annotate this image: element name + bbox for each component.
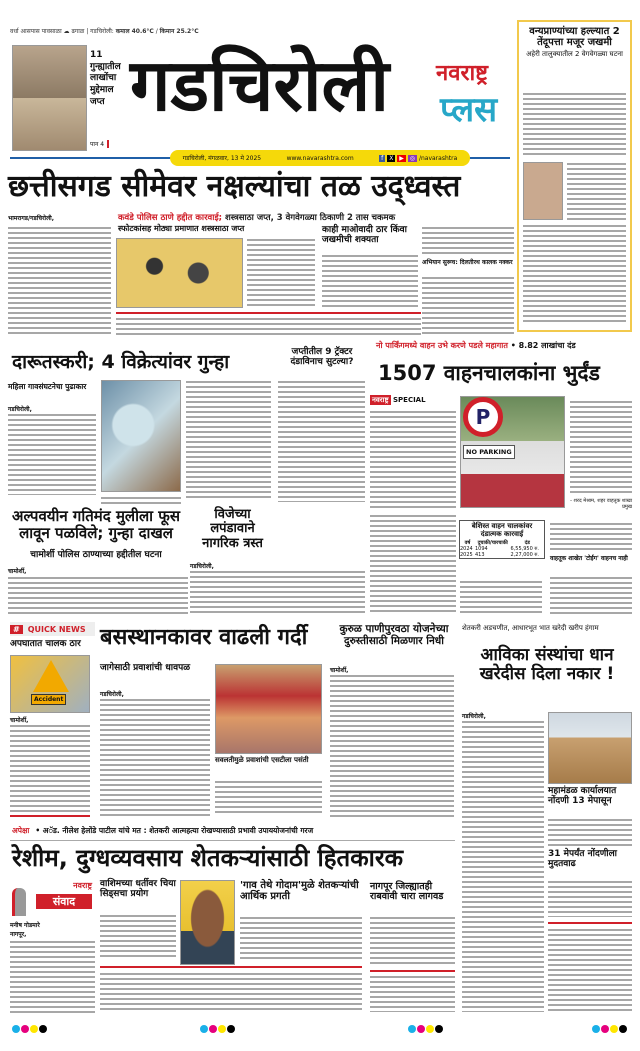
lead-dateline: भामरागड/गडचिरोली, — [8, 215, 55, 222]
story6-body — [190, 570, 365, 615]
story9-divider — [548, 922, 632, 924]
story7-body — [100, 698, 210, 816]
story4-quote — [570, 400, 632, 495]
samvad-logo — [12, 880, 92, 918]
no-parking-sign: NO PARKING — [463, 445, 515, 459]
story4-body — [370, 410, 456, 510]
samvad-brand: नवराष्ट्र — [73, 881, 92, 890]
lead-photo-weapons[interactable] — [116, 238, 243, 308]
bottom-body2 — [100, 972, 362, 1012]
story4-headline[interactable]: 1507 वाहनचालकांना भुर्दंड — [378, 361, 600, 385]
cell: 413 — [474, 552, 485, 559]
story9-body — [462, 720, 544, 1012]
story2-body3 — [186, 380, 271, 500]
mic-icon — [12, 888, 26, 916]
lead-body-col4 — [422, 276, 514, 335]
cmyk-marks-3 — [408, 1018, 444, 1037]
story5-headline[interactable]: अल्पवयीन गतिमंद मुलीला फूस लावून पळविले; गुन्हा दाखल — [12, 507, 180, 542]
quick-divider — [10, 815, 90, 817]
cell: 2,27,000 रु. — [510, 552, 539, 559]
warning-icon — [33, 660, 69, 692]
weather-min: किमान 25.2°C — [159, 28, 199, 35]
lead-kicker — [118, 212, 513, 223]
magenta-dot — [601, 1025, 609, 1033]
special-brand: नवराष्ट्र — [372, 396, 389, 404]
story8-body — [330, 674, 454, 817]
lead-headline[interactable]: छत्तीसगड सीमेवर नक्षल्यांचा तळ उद्ध्वस्त — [8, 169, 461, 204]
bottom-label: अपेक्षा — [12, 826, 30, 835]
teaser-page: पान 4 — [90, 140, 109, 148]
lead-body-col3 — [422, 226, 514, 256]
bottom-col2-head[interactable]: 'गाव तेथे गोदाम'मुळे शेतकऱ्यांची आर्थिक प्रगती — [240, 880, 359, 902]
sidebar-photo — [523, 162, 563, 220]
cmyk-marks-1 — [12, 1018, 48, 1037]
table-title: बेशिस्त वाहन चालकांवर दंडात्मक कारवाई — [471, 522, 533, 538]
cyan-dot — [12, 1025, 20, 1033]
bottom-headline[interactable]: रेशीम, दुग्धव्यवसाय शेतकऱ्यांसाठी हितकारक — [12, 844, 404, 872]
cell: 2025 — [460, 552, 473, 559]
story5-body — [8, 576, 188, 614]
story6-dateline: गडचिरोली, — [190, 563, 214, 570]
portrait-photo — [180, 880, 235, 965]
brand-navarashtra: नवराष्ट्र — [436, 61, 488, 86]
bottom-divider — [100, 966, 362, 968]
social-handle: /navarashtra — [418, 154, 458, 162]
story9-kicker: शेतकरी अडचणीत, आधारभूत भात खरेदी खरीप हंगाम — [462, 624, 599, 632]
table-row — [460, 552, 544, 558]
lead-side-head[interactable]: काही माओवादी ठार किंवा जखमीची शक्यता — [322, 225, 407, 245]
youtube-icon[interactable]: ▶ — [399, 154, 404, 162]
sidebar-story — [517, 20, 632, 332]
quick-body — [10, 724, 90, 812]
bottom-body1 — [10, 940, 95, 1013]
story4-sub2: वाहतूक शाखेत 'टोईंग' वाहनच नाही — [550, 555, 628, 562]
penalty-table — [459, 520, 545, 559]
teaser-photo[interactable] — [12, 45, 87, 151]
story9-body3 — [548, 880, 632, 917]
story4-kicker-red: नो पार्किंगमध्ये वाहन उभे करणे पडले महागात — [376, 341, 508, 350]
lead-kicker-text: शस्त्रसाठा जप्त, 3 वेगवेगळ्या ठिकाणी 2 तास चकमक — [225, 213, 396, 223]
special-badge — [370, 396, 458, 405]
lead-kicker-red: कवंडे पोलिस ठाणे हद्दीत कारवाई; — [118, 213, 223, 223]
weather-strip: वर्धा आसपास पावसाळा ☁ ढगाळ | गडचिरोली: कमाल 40.6°C / किमान 25.2°C — [10, 28, 199, 35]
story2-dateline: गडचिरोली, — [8, 406, 32, 413]
lead-side-body — [322, 254, 418, 308]
yellow-dot — [610, 1025, 618, 1033]
story9-body4 — [548, 928, 632, 1013]
story4-body2 — [370, 514, 456, 614]
teaser-text[interactable]: 11 गुन्ह्यातील लाखोंचा मुद्देमाल जप्त — [90, 50, 121, 107]
black-dot — [227, 1025, 235, 1033]
bottom-kicker — [12, 826, 458, 836]
website-link[interactable]: www.navarashtra.com — [286, 154, 354, 162]
story2-photo-bottles[interactable] — [101, 380, 181, 492]
th-fine: दंड — [524, 540, 530, 547]
cell: 1094 — [474, 546, 488, 553]
magenta-dot — [417, 1025, 425, 1033]
black-dot — [39, 1025, 47, 1033]
quick-news-text: QUICK NEWS — [27, 624, 86, 634]
bottom-col3-head[interactable]: नागपूर जिल्ह्यातही राबवावी चारा लागवड — [370, 881, 444, 903]
story4-kicker-fine: • 8.82 लाखांचा दंड — [510, 341, 576, 350]
cmyk-marks-4 — [592, 1018, 628, 1037]
story7-dateline: गडचिरोली, — [100, 691, 124, 698]
facebook-icon[interactable]: f — [381, 154, 384, 162]
bottom-col3-body — [370, 916, 455, 966]
story4-body3 — [460, 580, 542, 615]
lead-divider — [116, 312, 421, 314]
bottom-rule — [10, 840, 455, 841]
magenta-dot — [209, 1025, 217, 1033]
weather-max: कमाल 40.6°C — [115, 28, 154, 35]
brand-plus: प्लस — [440, 90, 498, 130]
quick-dateline: चामोर्शी, — [10, 717, 29, 724]
story8-headline[interactable]: कुरुळ पाणीपुरवठा योजनेच्या दुरुस्तीसाठी मिळणार निधी — [339, 623, 449, 647]
lead-subhead2: अभियान सुरूच: दिलतीरथ कालक नक्कर — [422, 259, 513, 266]
date-bar — [170, 150, 470, 166]
samvad-label: संवाद — [36, 894, 92, 909]
story2-body2 — [101, 496, 181, 506]
sidebar-story-body — [523, 92, 626, 158]
story2-headline[interactable]: दारूतस्करी; 4 विक्रेत्यांवर गुन्हा — [12, 351, 230, 373]
sidebar-story-body2 — [567, 162, 626, 220]
story9-headline[interactable]: आविका संस्थांचा धान खरेदीस दिला नकार ! — [479, 645, 615, 684]
lead-photo-text — [247, 238, 315, 308]
story5-dateline: चामोर्शी, — [8, 568, 27, 575]
special-label: SPECIAL — [392, 396, 426, 404]
lead-photo-caption: स्फोटकांसह मोठ्या प्रमाणात शस्त्रसाठा जप्त — [118, 224, 245, 233]
cyan-dot — [200, 1025, 208, 1033]
story9-sub1: महामंडळ कार्यालयात नोंदणी 13 मेपासून — [548, 786, 617, 806]
date: गडचिरोली, मंगळवार, 13 मे 2025 — [182, 155, 262, 162]
bottom-col2-body — [240, 916, 362, 960]
no-parking-photo[interactable] — [460, 396, 565, 508]
no-parking-sign-icon: P — [463, 397, 503, 437]
story2-body — [8, 413, 96, 495]
cyan-dot — [408, 1025, 416, 1033]
quick-news-label — [10, 622, 95, 636]
yellow-dot — [218, 1025, 226, 1033]
accident-sign: Accident — [31, 694, 66, 705]
story4-kicker — [376, 342, 634, 351]
story9-dateline: गडचिरोली, — [462, 713, 486, 720]
story5-sub: चामोर्शी पोलिस ठाण्याच्या हद्दीतील घटना — [30, 550, 162, 560]
bottom-col1-head[interactable]: वाशिमच्या धर्तीवर चिया सिड्सचा प्रयोग — [100, 879, 176, 899]
bottom-dateline: नागपूर, — [10, 931, 27, 938]
quick-headline[interactable]: अपघातात चालक ठार — [10, 639, 81, 649]
cmyk-marks-2 — [200, 1018, 236, 1037]
story4-body5 — [550, 576, 632, 614]
th-year: वर्ष — [464, 540, 471, 547]
th-vehicles: दुचाकी/चारचाकी — [477, 540, 508, 547]
story7-body2 — [215, 780, 322, 816]
story7-headline[interactable]: बसस्थानकावर वाढली गर्दी — [100, 625, 308, 650]
instagram-icon[interactable]: ◎ — [409, 154, 416, 162]
sidebar-story-title[interactable]: वन्यप्राण्यांच्या हल्ल्यात 2 तेंदूपत्ता मजूर जखमी — [529, 26, 620, 48]
grain-sacks-photo[interactable] — [548, 712, 632, 784]
story9-sub2: 31 मेपर्यंत नोंदणीला मुदतवाढ — [548, 849, 618, 869]
cyan-dot — [592, 1025, 600, 1033]
yellow-dot — [426, 1025, 434, 1033]
magenta-dot — [21, 1025, 29, 1033]
sidebar-story-body3 — [523, 224, 626, 324]
story3-body — [278, 380, 365, 502]
weather-sky: ढगाळ — [71, 28, 85, 35]
cell: 2024 — [460, 546, 473, 553]
yellow-dot — [30, 1025, 38, 1033]
bottom-body3 — [370, 975, 455, 1012]
bottom-kicker-text: • अॅड. नीलेश हेलोंडे पाटील यांचे मत : शेतकरी आत्महत्या रोखण्यासाठी प्रभावी उपाययोजनांची गरज — [35, 826, 314, 835]
hash-icon: # — [10, 625, 23, 634]
black-dot — [619, 1025, 627, 1033]
social-icons[interactable] — [379, 155, 457, 162]
story4-quote-by: - शरद मेश्राम, शहर वाहतूक शाखा प्रमुख — [570, 498, 632, 510]
bottom-col1-body — [100, 914, 176, 960]
accident-photo — [10, 655, 90, 713]
story7-sub: जागेसाठी प्रवाशांची धावपळ — [100, 663, 191, 673]
story8-dateline: चामोर्शी, — [330, 667, 349, 674]
bus-photo-caption: सवलतीमुळे प्रवाशांची एसटीला पसंती — [215, 756, 309, 764]
bus-photo[interactable] — [215, 664, 322, 754]
bottom-col3-divider — [370, 970, 455, 972]
story2-sub: महिला गावसंघटनेचा पुढाकार — [8, 382, 87, 391]
story6-headline[interactable]: विजेच्या लपंडावाने नागरिक त्रस्त — [202, 507, 263, 551]
story3-headline[interactable]: जप्तीतील 9 ट्रॅक्टर दंडाविनाच सुटल्या? — [290, 347, 354, 367]
cell: 6,55,950 रु. — [510, 546, 539, 553]
bottom-byline: मनीष गोडमारे — [10, 922, 40, 929]
weather-city: गडचिरोली — [90, 28, 112, 35]
story4-body4 — [550, 522, 632, 552]
story9-body2 — [548, 818, 632, 846]
black-dot — [435, 1025, 443, 1033]
lead-body-col2 — [116, 317, 421, 335]
lead-body-col1 — [8, 226, 111, 334]
sidebar-story-subtitle: अहेरी तालुक्यातील 2 वेगवेगळ्या घटना — [526, 50, 623, 58]
x-icon[interactable]: X — [389, 154, 394, 162]
masthead-title: गडचिरोली — [130, 43, 389, 127]
weather-label: वर्धा आसपास पावसाळा — [10, 28, 62, 35]
